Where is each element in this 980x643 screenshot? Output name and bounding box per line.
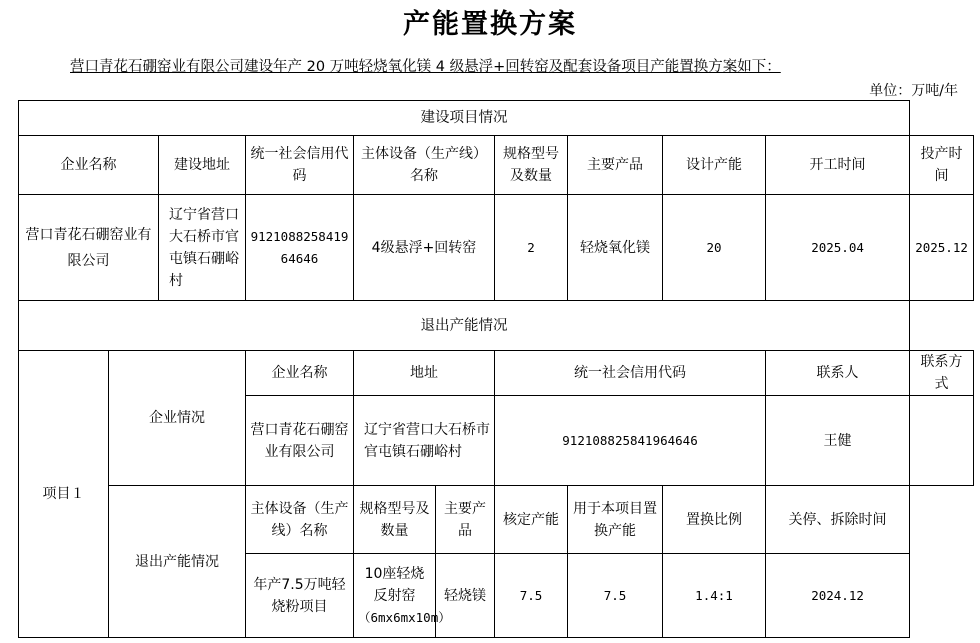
construction-section-title: 建设项目情况 <box>19 101 910 136</box>
exit-header-contact: 联系人 <box>766 351 910 396</box>
construction-production-time: 2025.12 <box>910 195 974 301</box>
cap-ratio: 1.4:1 <box>663 554 766 638</box>
header-spec-qty: 规格型号及数量 <box>495 136 568 195</box>
cap-equipment: 年产7.5万吨轻烧粉项目 <box>246 554 354 638</box>
cap-header-shutdown: 关停、拆除时间 <box>766 486 910 554</box>
cap-header-used: 用于本项目置换产能 <box>568 486 663 554</box>
cap-header-equipment: 主体设备（生产线）名称 <box>246 486 354 554</box>
document-title: 产能置换方案 <box>403 9 577 40</box>
cap-shutdown: 2024.12 <box>766 554 910 638</box>
header-start-time: 开工时间 <box>766 136 910 195</box>
exit-header-contact-method: 联系方式 <box>910 351 974 396</box>
exit-address: 辽宁省营口大石桥市官屯镇石硼峪村 <box>354 396 495 486</box>
exit-header-company: 企业名称 <box>246 351 354 396</box>
exit-header-address: 地址 <box>354 351 495 396</box>
cap-header-ratio: 置换比例 <box>663 486 766 554</box>
header-credit-code: 统一社会信用代码 <box>246 136 354 195</box>
cap-product: 轻烧镁 <box>436 554 495 638</box>
header-product: 主要产品 <box>568 136 663 195</box>
header-address: 建设地址 <box>159 136 246 195</box>
construction-credit-code: 912108825841964646 <box>246 195 354 301</box>
cap-header-spec-qty: 规格型号及数量 <box>354 486 436 554</box>
capacity-replacement-table <box>18 100 974 638</box>
cap-spec-qty-text: 10座轻烧反射窑 <box>364 565 425 604</box>
exit-capacity-label: 退出产能情况 <box>109 486 246 638</box>
construction-address: 辽宁省营口大石桥市官屯镇石硼峪村 <box>159 195 246 301</box>
project-label: 项目１ <box>19 351 109 638</box>
cap-approved: 7.5 <box>495 554 568 638</box>
exit-company: 营口青花石硼窑业有限公司 <box>246 396 354 486</box>
header-equipment: 主体设备（生产线）名称 <box>354 136 495 195</box>
header-production-time: 投产时间 <box>910 136 974 195</box>
construction-spec-qty: 2 <box>495 195 568 301</box>
company-info-label: 企业情况 <box>109 351 246 486</box>
cap-header-product: 主要产品 <box>436 486 495 554</box>
construction-product: 轻烧氧化镁 <box>568 195 663 301</box>
cap-header-approved: 核定产能 <box>495 486 568 554</box>
unit-label: 单位：万吨/年 <box>869 83 958 99</box>
exit-contact: 王健 <box>766 396 910 486</box>
exit-section-title: 退出产能情况 <box>19 301 910 351</box>
cap-spec-dims: （6mx6mx10m） <box>358 609 451 625</box>
construction-design-capacity: 20 <box>663 195 766 301</box>
cap-spec-qty <box>354 554 451 638</box>
intro-text: 营口青花石硼窑业有限公司建设年产 20 万吨轻烧氧化镁 4 级悬浮+回转窑及配套设备项目产能置换方案如下： <box>70 59 781 75</box>
header-design-capacity: 设计产能 <box>663 136 766 195</box>
construction-start-time: 2025.04 <box>766 195 910 301</box>
exit-contact-method <box>910 396 974 486</box>
construction-company: 营口青花石硼窑业有限公司 <box>19 195 159 301</box>
exit-header-credit-code: 统一社会信用代码 <box>495 351 766 396</box>
cap-used: 7.5 <box>568 554 663 638</box>
exit-credit-code: 912108825841964646 <box>495 396 766 486</box>
construction-equipment: 4级悬浮+回转窑 <box>354 195 495 301</box>
header-company: 企业名称 <box>19 136 159 195</box>
